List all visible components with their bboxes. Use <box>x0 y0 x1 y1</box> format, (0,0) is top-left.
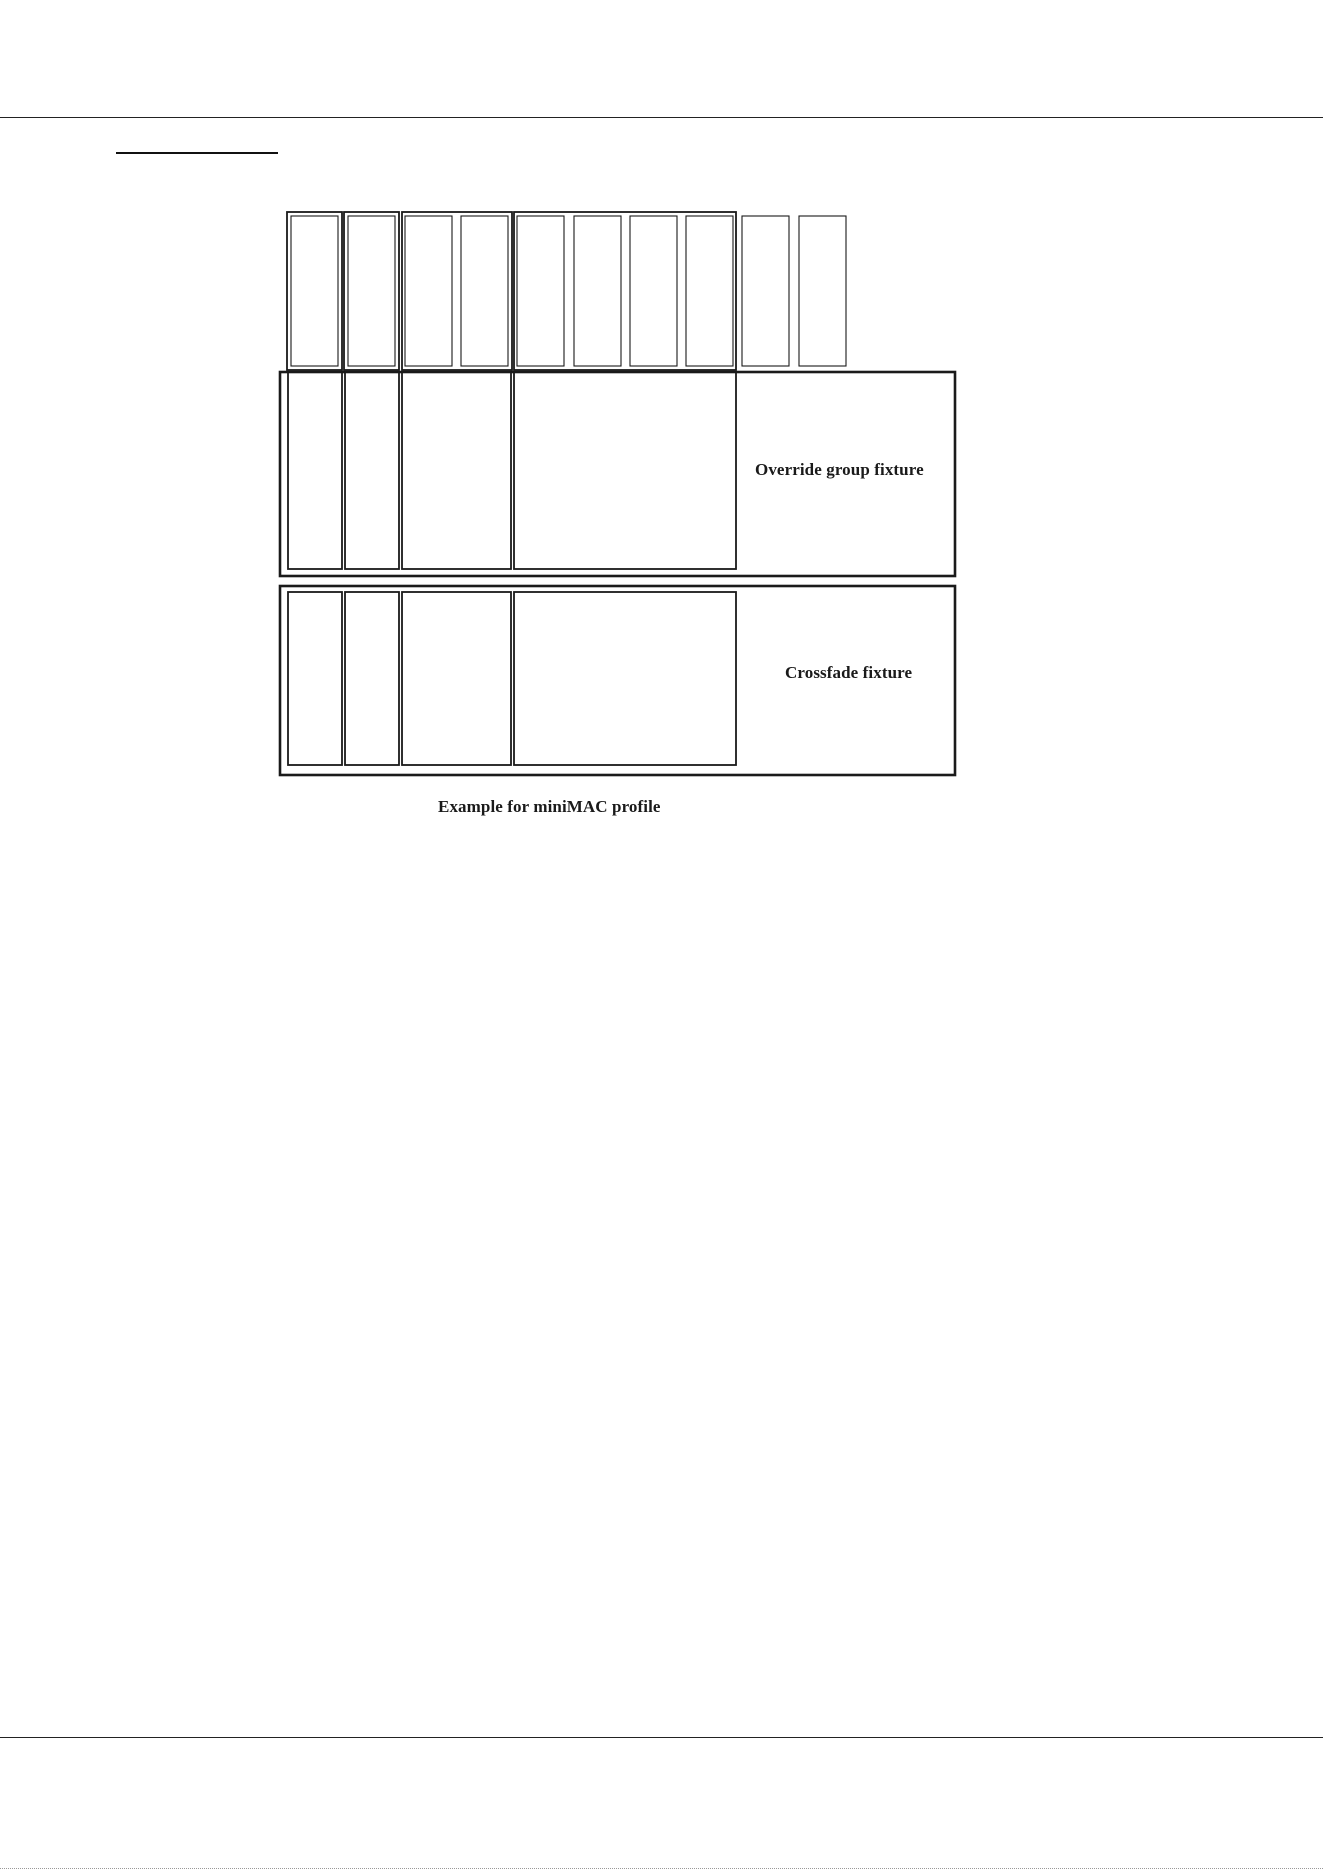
override-group-label: Override group fixture <box>755 460 924 479</box>
diagram-caption: Example for miniMAC profile <box>438 797 661 816</box>
crossfade-channel-1 <box>288 592 342 765</box>
channel-cell-3 <box>405 216 452 366</box>
channel-cell-8 <box>686 216 733 366</box>
channel-cell-10 <box>799 216 846 366</box>
channel-cell-1 <box>291 216 338 366</box>
channel-group-1 <box>287 212 342 370</box>
channel-cell-2 <box>348 216 395 366</box>
crossfade-channel-2 <box>345 592 399 765</box>
override-channel-3 <box>402 372 511 569</box>
channel-cell-4 <box>461 216 508 366</box>
footer-rule <box>0 1737 1323 1738</box>
footer-dotted-line <box>0 1868 1323 1869</box>
crossfade-label: Crossfade fixture <box>785 663 913 682</box>
crossfade-channel-4 <box>514 592 736 765</box>
override-channel-1 <box>288 372 342 569</box>
channel-cell-6 <box>574 216 621 366</box>
channel-group-2 <box>344 212 399 370</box>
channel-cell-5 <box>517 216 564 366</box>
channel-cell-9 <box>742 216 789 366</box>
channel-group-4 <box>514 212 736 370</box>
override-channel-4 <box>514 372 736 569</box>
channel-cell-7 <box>630 216 677 366</box>
crossfade-channel-3 <box>402 592 511 765</box>
channel-group-3 <box>402 212 512 370</box>
override-channel-2 <box>345 372 399 569</box>
